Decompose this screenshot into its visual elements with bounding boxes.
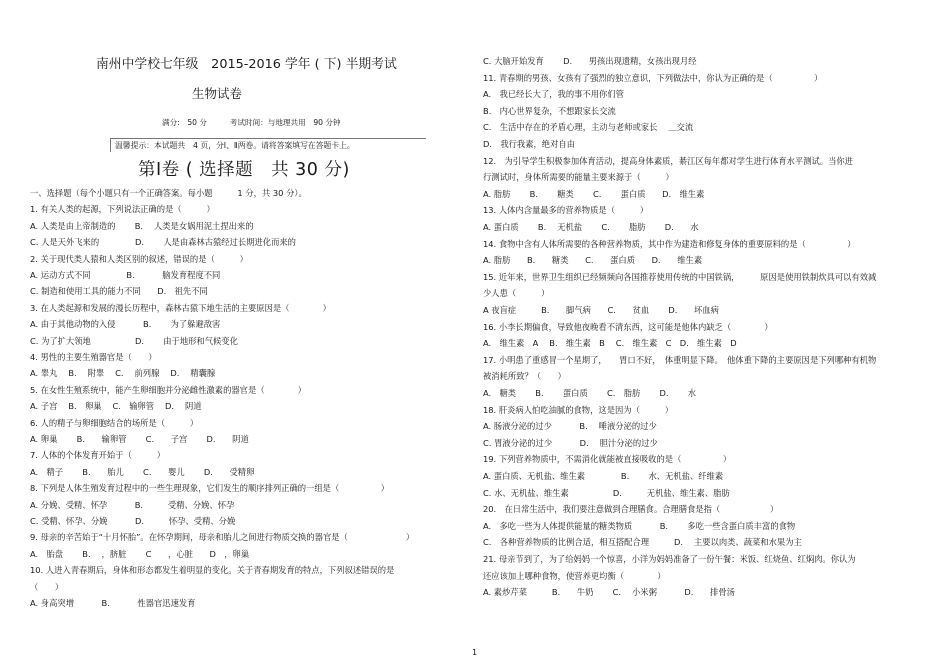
text-line: 一、选择题（每个小题只有一个正确答案。每小题 1 分，共 30 分）。 [30,188,307,198]
text-line: A. 蛋白质、无机盐、维生素 B. 水、无机盐、纤维素 [483,471,724,481]
text-line: A. 蛋白质 B. 无机盐 C. 脂肪 D. 水 [483,222,699,232]
text-line: 8. 下列是人体生殖发育过程中的一些生理现象，它们发生的顺序排列正确的一组是（ ） [30,483,390,494]
exam-title: 南州中学校七年级 2015-2016 学年 ( 下) 半期考试 [96,57,397,72]
text-line: B. 内心世界复杂，不想跟家长交流 [483,105,616,116]
text-line: 11. 青春期的男孩、女孩有了强烈的独立意识，下列做法中，你认为正确的是（ ） [483,72,823,83]
text-line: C. 为了扩大领地 D. 由于地形和气候变化 [30,335,238,346]
text-line: 12. 为引导学生积极参加体育活动，提高身体素质，綦江区每年都对学生进行体育水平测试。当你进 [483,155,853,166]
text-line: A. 脂肪 B. 糖类 C. 蛋白质 D. 维生素 [483,188,705,199]
text-line: 被消耗所致？（ ） [483,371,566,382]
text-line: C. 生活中存在的矛盾心理，主动与老师或家长 ＿交流 [483,122,694,133]
text-line: A. 脂肪 B. 糖类 C. 蛋白质 D. 维生素 [483,255,703,266]
text-line: D. 我行我素，绝对自由 [483,139,575,149]
text-line: C. 受精、怀孕、分娩 D. 怀孕、受精、分娩 [30,516,236,526]
text-line: 18. 肝炎病人怕吃油腻的食物，这是因为（ ） [483,404,674,415]
page-number: 1 [472,648,478,657]
text-line: 行测试时，身体所需要的能量主要来源于（ ） [483,172,674,183]
exam-meta: 满分: 50 分 考试时间：与地理共用 90 分钟 [162,118,341,127]
text-line: A 夜盲症 B. 脚气病 C. 贫血 D. 坏血病 [483,305,719,315]
text-line: 3. 在人类起源和发展的漫长历程中，森林古猿下地生活的主要原因是（ ） [30,302,331,313]
text-line: A. 维生素 A B. 维生素 B C. 维生素 C D. 维生素 D [483,338,737,349]
text-line: 10. 人进入青春期后，身体和形态都发生着明显的变化。关于青春期发育的特点，下列叙述错误的是 [30,565,395,576]
text-line: 5. 在女性生殖系统中，能产生卵细胞并分泌雌性激素的器官是（ ） [30,384,307,395]
text-line: 还应该加上哪种食物，使营养更均衡（ ） [483,570,666,581]
text-line: 7. 人体的个体发育开始于（ ） [30,450,166,461]
hint-box [110,138,426,152]
text-line: 15. 近年来，世界卫生组织已经频频向各国推荐使用传统的中国铁锅， 原因是使用铁制炊具可以有效减 [483,271,877,282]
text-line: 6. 人的精子与卵细胞结合的场所是（ ） [30,417,199,428]
text-line: C. 水、无机盐、维生素 D. 无机盐、维生素、脂肪 [483,487,730,498]
text-line: 20. 在日常生活中，我们要注意做到合理膳食。合理膳食是指（ ） [483,504,779,515]
text-line: A. 睾丸 B. 附睾 C. 前列腺 D. 精囊腺 [30,368,216,379]
text-line: A. 分娩、受精、怀孕 B. 受精、分娩、怀孕 [30,499,235,510]
text-line: 17. 小明患了重感冒一个星期了， 胃口不好， 体重明显下降。 他体重下降的主要原因是下列哪种有机物 [483,354,877,365]
exam-subtitle: 生物试卷 [192,86,243,101]
text-line: A. 由于其他动物的入侵 B. 为了躲避敌害 [30,319,221,330]
text-line: 21. 母亲节到了，为了给妈妈一个惊喜，小洋为妈妈准备了一份午餐：米饭、红烧鱼、红焖肉。你认为 [483,554,856,564]
text-line: 13. 人体内含量最多的营养物质是（ ） [483,205,649,216]
text-line: 9. 母亲的辛苦始于“十月怀胎”。在怀孕期间，母亲和胎儿之间进行物质交换的器官是（ ） [30,532,415,543]
section-heading: 第Ⅰ卷 ( 选择题 共 30 分) [138,160,350,180]
text-line: A. 卵巢 B. 输卵管 C. 子宫 D. 阴道 [30,434,249,444]
text-line: A. 运动方式不同 B. 脑发育程度不同 [30,270,221,280]
text-line: A. 糖类 B. 蛋白质 C. 脂肪 D. 水 [483,388,697,398]
text-line: （ ） [30,581,64,592]
text-line: A. 人类是由上帝制造的 B. 人类是女娲用泥土捏出来的 [30,220,254,231]
text-line: A. 我已经长大了，我的事不用你们管 [483,89,624,100]
text-line: A. 肠液分泌的过少 B. 唾液分泌的过少 [483,421,657,432]
text-line: A. 子宫 B. 卵巢 C. 输卵管 D. 阴道 [30,401,202,412]
text-line: 1. 有关人类的起源，下列说法正确的是（ ） [30,204,215,215]
text-line: 少人患（ ） [483,288,550,299]
text-line: 2. 关于现代类人猿和人类区别的叙述，错误的是（ ） [30,253,248,264]
hint-text: 温馨提示：本试题共 4 页，分Ⅰ、Ⅱ两卷。请将答案填写在答题卡上。 [115,141,355,150]
text-line: 14. 食物中含有人体所需要的各种营养物质，其中作为建造和修复身体的重要原料的是（ ） [483,238,856,249]
text-line: A. 身高突增 B. 性器官迅速发育 [30,598,196,608]
text-line: A. 多吃一些为人体提供能量的糖类物质 B. 多吃一些含蛋白质丰富的食物 [483,520,796,531]
text-line: A. 胎盘 B. ，脐脏 C ，心脏 D ，卵巢 [30,548,250,559]
text-line: C. 大脑开始发育 D. 男孩出现遗精，女孩出现月经 [483,56,697,66]
text-line: 16. 小李长期偏食，导致他夜晚看不清东西，这可能是他体内缺乏（ ） [483,321,773,332]
text-line: C. 各种营养物质的比例合适，相互搭配合理 D. 主要以肉类、蔬菜和水果为主 [483,537,802,548]
text-line: 19. 下列营养物质中，不需消化就能被直接吸收的是（ ） [483,454,732,465]
text-line: C. 人是天外飞来的 D. 人是由森林古猿经过长期进化而来的 [30,237,296,248]
text-line: A. 素炒芹菜 B. 牛奶 C. 小米粥 D. 排骨汤 [483,587,735,598]
text-line: 4. 男性的主要生殖器官是（ ） [30,352,157,362]
text-line: A. 精子 B. 胎儿 C. 婴儿 D. 受精卵 [30,466,255,477]
text-line: C. 胃液分泌的过少 D. 胆汁分泌的过少 [483,437,658,448]
text-line: C. 制造和使用工具的能力不同 D. 祖先不同 [30,286,208,297]
